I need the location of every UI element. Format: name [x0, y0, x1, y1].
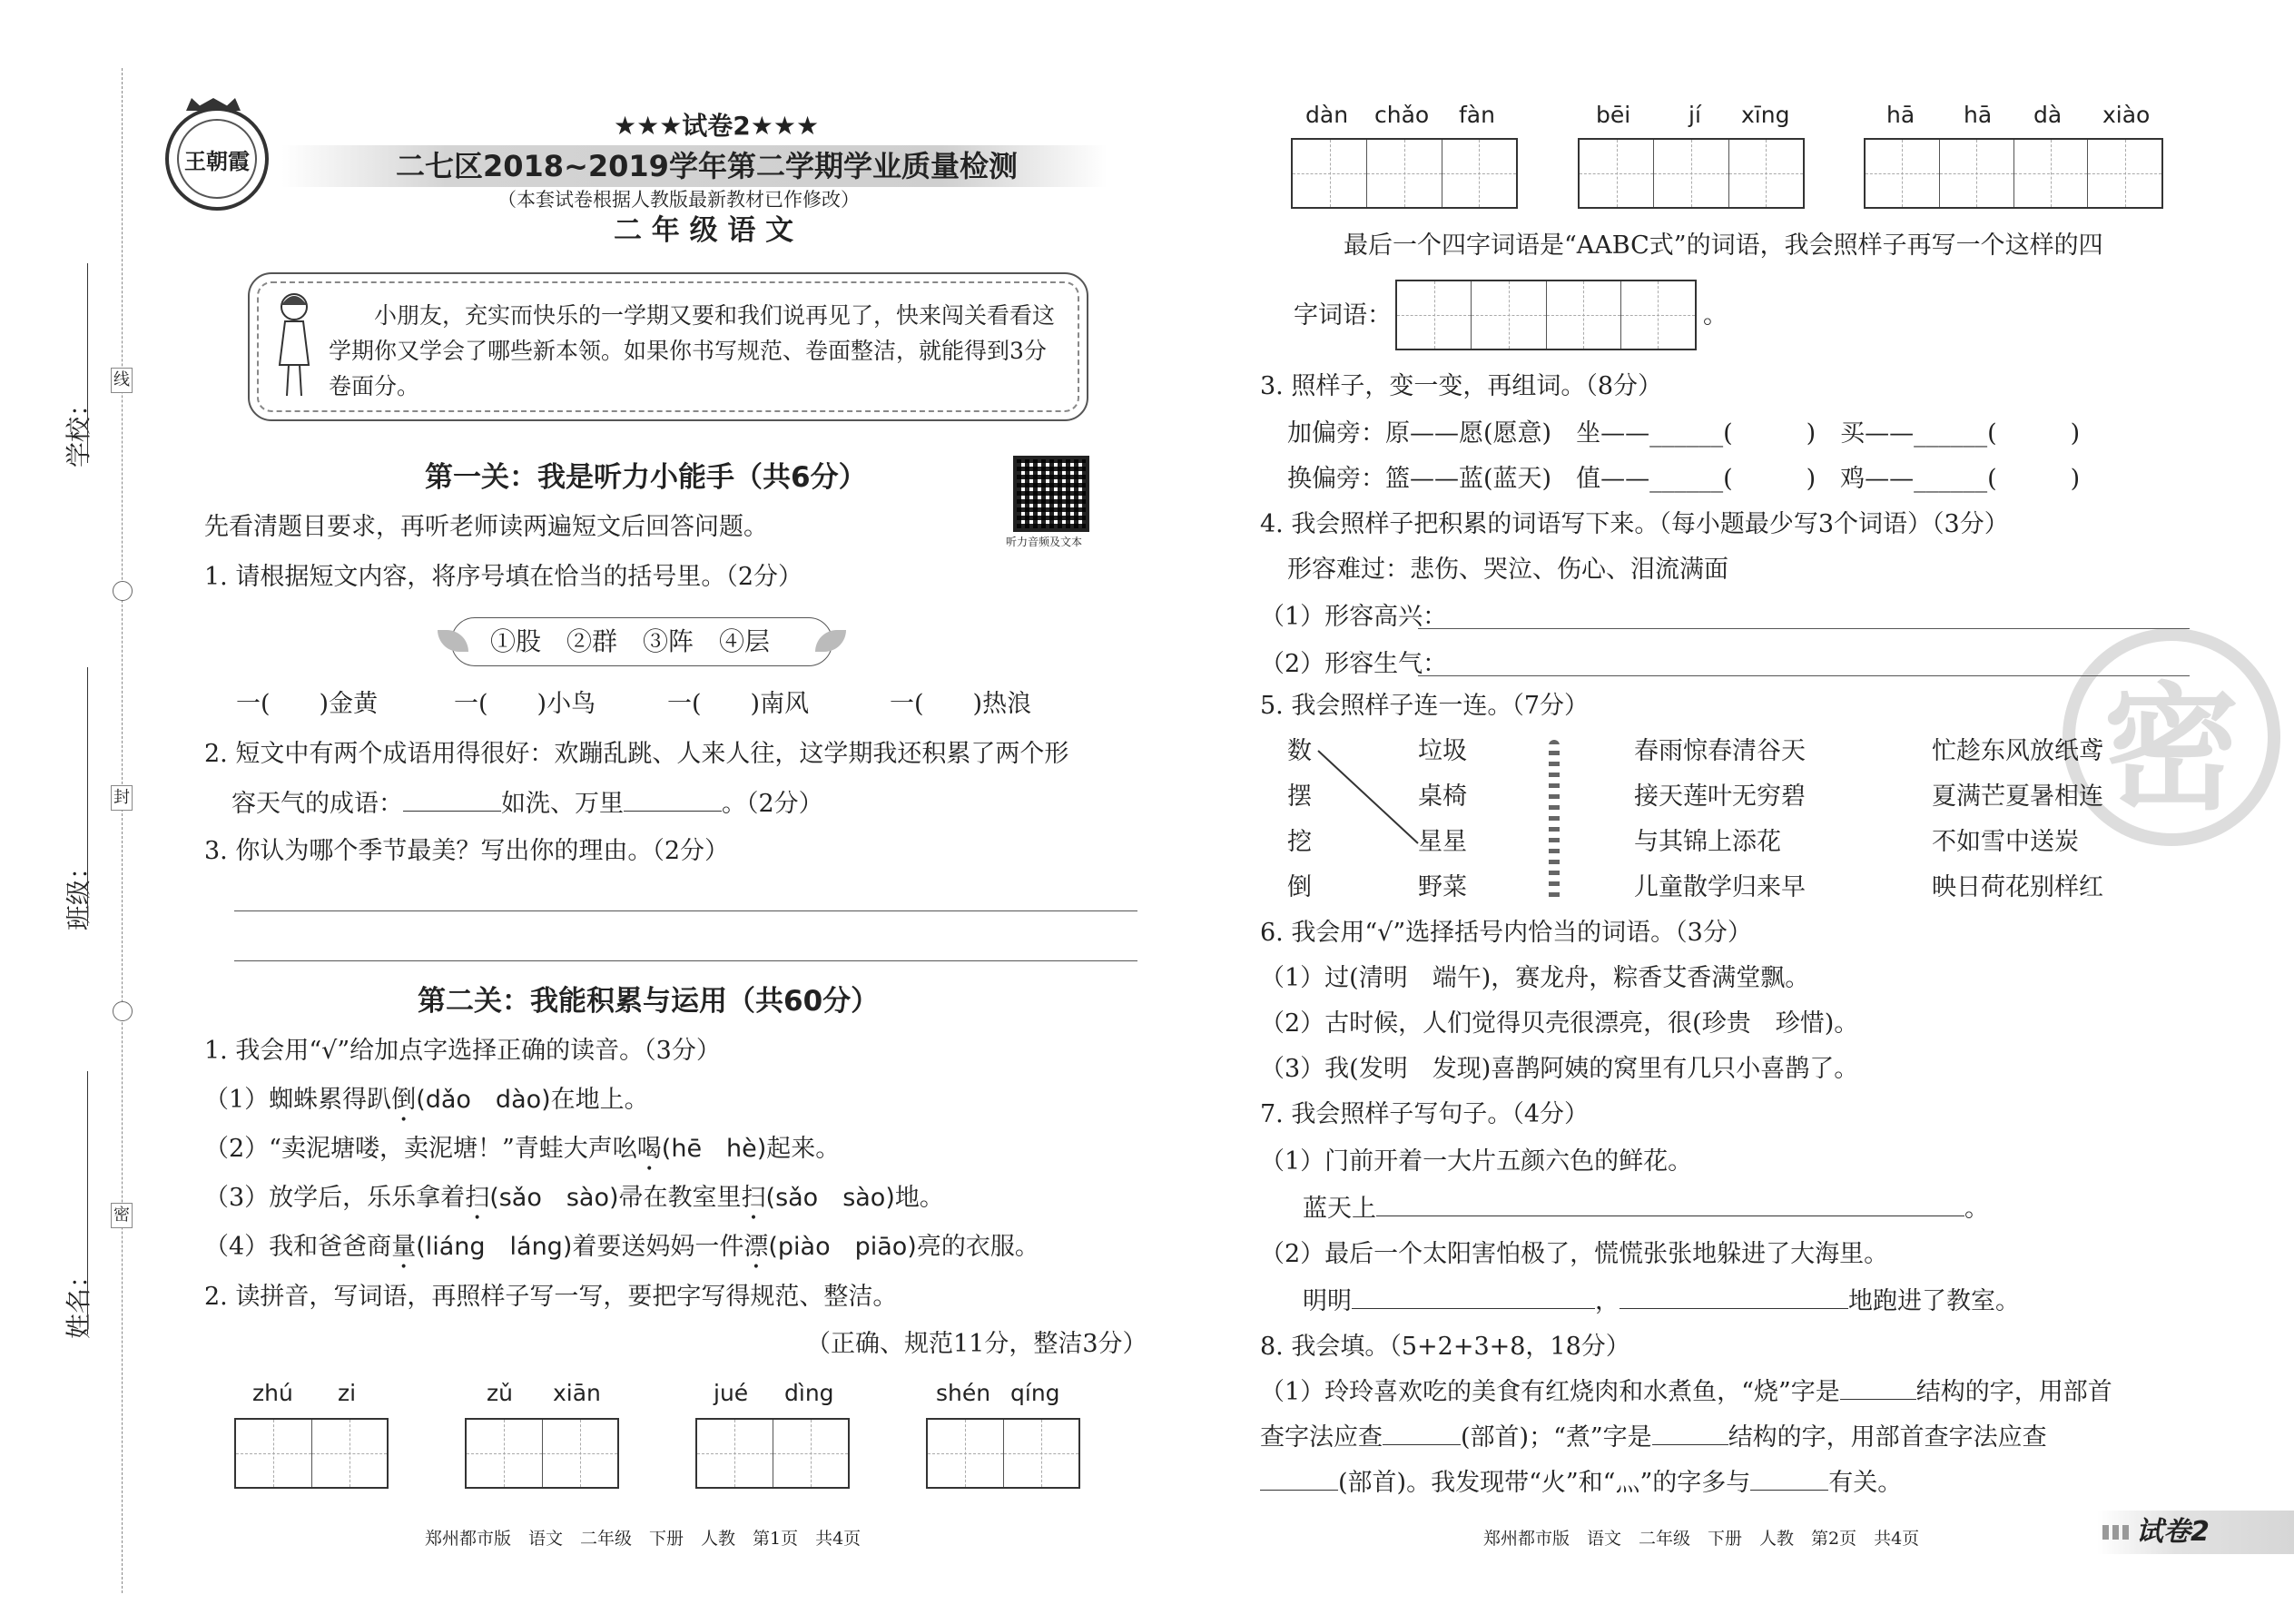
pinyin: zhú [252, 1380, 293, 1406]
fill-blank[interactable] [1750, 1470, 1828, 1491]
sentence-blank[interactable] [1620, 1288, 1848, 1309]
s2-q1-item-1[interactable]: （1）蜘蛛累得趴倒(dǎo dào)在地上。 [204, 1086, 649, 1114]
idiom-blank-2[interactable] [624, 791, 722, 812]
options-text: ①股 ②群 ③阵 ④层 [490, 626, 771, 656]
s1-question-2-line2: 容天气的成语： 如洗、万里 。（2分） [231, 790, 823, 818]
pinyin: hā [1964, 102, 1993, 128]
pinyin: jí [1689, 102, 1701, 128]
q1-item-4[interactable]: 一( )热浪 [890, 690, 1032, 718]
match-mid-4[interactable]: 野菜 [1418, 873, 1467, 901]
pinyin: xiào [2102, 102, 2151, 128]
q3-row-1[interactable]: 加偏旁：原——愿(愿意) 坐——______( ) 买——______( ) [1287, 419, 2081, 448]
pinyin: bēi [1596, 102, 1631, 128]
footer-tab-text: 试卷2 [2136, 1516, 2210, 1548]
r-question-3: 3. 照样子，变一变，再组词。（8分） [1260, 372, 1663, 400]
intro-line-1: 小朋友，充实而快乐的一学期又要和我们说再见了，快来闯关看看这 [374, 302, 1056, 329]
binding-hole-icon [113, 1001, 133, 1021]
fill-blank[interactable] [1840, 1379, 1916, 1400]
pinyin: dà [2033, 102, 2063, 128]
exam-subject: 二 年 级 语 文 [614, 214, 794, 247]
q8-line-2: 查字法应查 (部首)；“煮”字是 结构的字，用部首查字法应查 [1260, 1423, 2047, 1452]
name-label: 姓名： [64, 1262, 94, 1339]
qr-code-icon[interactable] [1013, 456, 1089, 532]
r-question-7: 7. 我会照样子写句子。（4分） [1260, 1100, 1590, 1128]
class-field[interactable] [87, 667, 88, 926]
class-label: 班级： [64, 853, 94, 930]
poem-left-1[interactable]: 春雨惊春清谷天 [1634, 737, 1806, 765]
logo-text: 王朝霞 [184, 147, 250, 174]
pinyin: zǔ [487, 1380, 513, 1406]
r-question-5: 5. 我会照样子连一连。（7分） [1260, 692, 1590, 720]
s2-question-2: 2. 读拼音，写词语，再照样子写一写，要把字写得规范、整洁。 [204, 1283, 898, 1311]
binding-hole-icon [113, 581, 133, 601]
footer-squares-icon [2102, 1525, 2130, 1540]
seal-text: 密 [2102, 671, 2240, 829]
char-grid[interactable] [465, 1418, 619, 1489]
q7-item-2-answer: 明明 ， 地跑进了教室。 [1303, 1287, 2020, 1315]
match-left-2[interactable]: 摆 [1287, 782, 1312, 811]
answer-line[interactable] [234, 960, 1137, 961]
pinyin: jué [714, 1380, 749, 1406]
s2-q1-item-4[interactable]: （4）我和爸爸商量(liáng láng)着要送妈妈一件漂(piào piāo)亮的衣服。 [204, 1233, 1039, 1261]
section1-title: 第一关：我是听力小能手（共6分） [425, 461, 867, 494]
q1-item-2[interactable]: 一( )小鸟 [454, 690, 596, 718]
s2-q1-item-2[interactable]: （2）“卖泥塘喽，卖泥塘！”青蛙大声吆喝(hē hè)起来。 [204, 1135, 841, 1163]
aabc-end: 。 [1703, 301, 1728, 330]
char-grid[interactable] [695, 1418, 850, 1489]
binding-mark-xian: 线 [111, 368, 133, 393]
divider-chain-icon [1549, 740, 1560, 901]
fill-blank[interactable] [1260, 1470, 1338, 1491]
aabc-line-1: 最后一个四字词语是“AABC式”的词语，我会照样子再写一个这样的四 [1344, 231, 2103, 260]
s1-question-2-line1: 2. 短文中有两个成语用得很好：欢蹦乱跳、人来人往，这学期我还积累了两个形 [204, 740, 1069, 768]
footer-left: 郑州都市版 语文 二年级 下册 人教 第1页 共4页 [425, 1529, 861, 1549]
exam-title: 二七区2018~2019学年第二学期学业质量检测 [396, 149, 1018, 183]
q4-item-1: （1）形容高兴： [1260, 603, 1448, 631]
poem-left-2[interactable]: 接天莲叶无穷碧 [1634, 782, 1806, 811]
girl-illustration-icon [272, 289, 316, 399]
q6-item-2[interactable]: （2）古时候，人们觉得贝壳很漂亮，很(珍贵 珍惜)。 [1260, 1009, 1859, 1038]
poem-right-2[interactable]: 夏满芒夏暑相连 [1932, 782, 2103, 811]
binding-mark-feng: 封 [111, 785, 133, 811]
pinyin: xiān [553, 1380, 601, 1406]
q7-item-2: （2）最后一个太阳害怕极了，慌慌张张地躲进了大海里。 [1260, 1240, 1889, 1268]
q6-item-1[interactable]: （1）过(清明 端午)，赛龙舟，粽香艾香满堂飘。 [1260, 964, 1810, 992]
pinyin: shén [936, 1380, 991, 1406]
section2-title: 第二关：我能积累与运用（共60分） [418, 985, 880, 1018]
binding-mark-mi: 密 [111, 1203, 133, 1228]
char-grid[interactable] [926, 1418, 1080, 1489]
q4-example: 形容难过：悲伤、哭泣、伤心、泪流满面 [1287, 556, 1728, 584]
s2-question-2-score: （正确、规范11分，整洁3分） [806, 1330, 1147, 1358]
match-left-3[interactable]: 挖 [1287, 828, 1312, 856]
footer-right: 郑州都市版 语文 二年级 下册 人教 第2页 共4页 [1483, 1529, 1920, 1549]
idiom-blank-1[interactable] [403, 791, 501, 812]
char-grid[interactable] [1864, 138, 2163, 209]
logo-seal [165, 107, 269, 211]
poem-right-3[interactable]: 不如雪中送炭 [1932, 828, 2079, 856]
q4-item-2: （2）形容生气： [1260, 650, 1448, 678]
fill-blank[interactable] [1652, 1424, 1728, 1445]
match-left-4[interactable]: 倒 [1287, 873, 1312, 901]
school-field[interactable] [87, 263, 88, 463]
char-grid[interactable] [234, 1418, 389, 1489]
poem-left-4[interactable]: 儿童散学归来早 [1634, 873, 1806, 901]
answer-line[interactable] [1418, 628, 2190, 629]
name-field[interactable] [87, 1071, 88, 1334]
aabc-line-2: 字词语： [1294, 301, 1392, 330]
pinyin: hā [1886, 102, 1915, 128]
answer-line[interactable] [234, 910, 1137, 911]
match-left-1[interactable]: 数 [1287, 737, 1312, 765]
r-question-4: 4. 我会照样子把积累的词语写下来。（每小题最少写3个词语）（3分） [1260, 510, 2009, 538]
q7-item-1: （1）门前开着一大片五颜六色的鲜花。 [1260, 1147, 1693, 1176]
intro-line-2: 学期你又学会了哪些新本领。如果你书写规范、卷面整洁，就能得到3分 [329, 338, 1047, 364]
sentence-blank[interactable] [1352, 1288, 1595, 1309]
pinyin: zi [338, 1380, 357, 1406]
pinyin: qíng [1010, 1380, 1060, 1406]
q3-row-2[interactable]: 换偏旁：篮——蓝(蓝天) 值——______( ) 鸡——______( ) [1287, 465, 2081, 493]
section1-instruction: 先看清题目要求，再听老师读两遍短文后回答问题。 [204, 513, 768, 541]
sentence-blank[interactable] [1376, 1196, 1964, 1216]
school-label: 学校： [64, 390, 94, 468]
pinyin: chǎo [1374, 102, 1430, 128]
r-question-6: 6. 我会用“√”选择括号内恰当的词语。（3分） [1260, 919, 1752, 947]
s2-q1-item-3[interactable]: （3）放学后，乐乐拿着扫(sǎo sào)帚在教室里扫(sǎo sào)地。 [204, 1184, 944, 1212]
q8-line-3: (部首)。我发现带“火”和“灬”的字多与 有关。 [1260, 1469, 1902, 1498]
match-mid-3[interactable]: 星星 [1418, 828, 1467, 856]
poem-right-1[interactable]: 忙趁东风放纸鸢 [1932, 737, 2103, 765]
pinyin: dàn [1305, 102, 1349, 128]
s1-question-3: 3. 你认为哪个季节最美？写出你的理由。（2分） [204, 837, 730, 865]
pinyin: xīng [1741, 102, 1790, 128]
match-mid-1[interactable]: 垃圾 [1418, 737, 1467, 765]
pinyin: dìng [784, 1380, 834, 1406]
char-grid[interactable] [1291, 138, 1518, 209]
q6-item-3[interactable]: （3）我(发明 发现)喜鹊阿姨的窝里有几只小喜鹊了。 [1260, 1055, 1859, 1083]
qr-caption: 听力音频及文本 [1006, 536, 1083, 548]
fill-blank[interactable] [1383, 1424, 1461, 1445]
q1-item-3[interactable]: 一( )南风 [667, 690, 810, 718]
answer-line[interactable] [1418, 675, 2190, 676]
q8-line-1: （1）玲玲喜欢吃的美食有红烧肉和水煮鱼，“烧”字是 结构的字，用部首 [1260, 1378, 2112, 1406]
binding-line [122, 68, 123, 1593]
q1-item-1[interactable]: 一( )金黄 [236, 690, 379, 718]
match-mid-2[interactable]: 桌椅 [1418, 782, 1467, 811]
intro-line-3: 卷面分。 [329, 373, 420, 399]
r-question-8: 8. 我会填。（5+2+3+8，18分） [1260, 1333, 1630, 1361]
char-grid[interactable] [1578, 138, 1805, 209]
s2-question-1: 1. 我会用“√”给加点字选择正确的读音。（3分） [204, 1037, 721, 1065]
logo-crown-icon [186, 98, 241, 111]
q7-item-1-answer: 蓝天上 。 [1303, 1195, 1989, 1223]
char-grid[interactable] [1395, 280, 1697, 350]
exam-note: （本套试卷根据人教版最新教材已作修改） [497, 189, 860, 211]
s1-question-1: 1. 请根据短文内容，将序号填在恰当的括号里。（2分） [204, 563, 803, 591]
example-match-line [1316, 749, 1425, 849]
exam-badge: ★★★试卷2★★★ [614, 111, 820, 141]
poem-right-4[interactable]: 映日荷花别样红 [1932, 873, 2103, 901]
pinyin: fàn [1459, 102, 1495, 128]
poem-left-3[interactable]: 与其锦上添花 [1634, 828, 1781, 856]
